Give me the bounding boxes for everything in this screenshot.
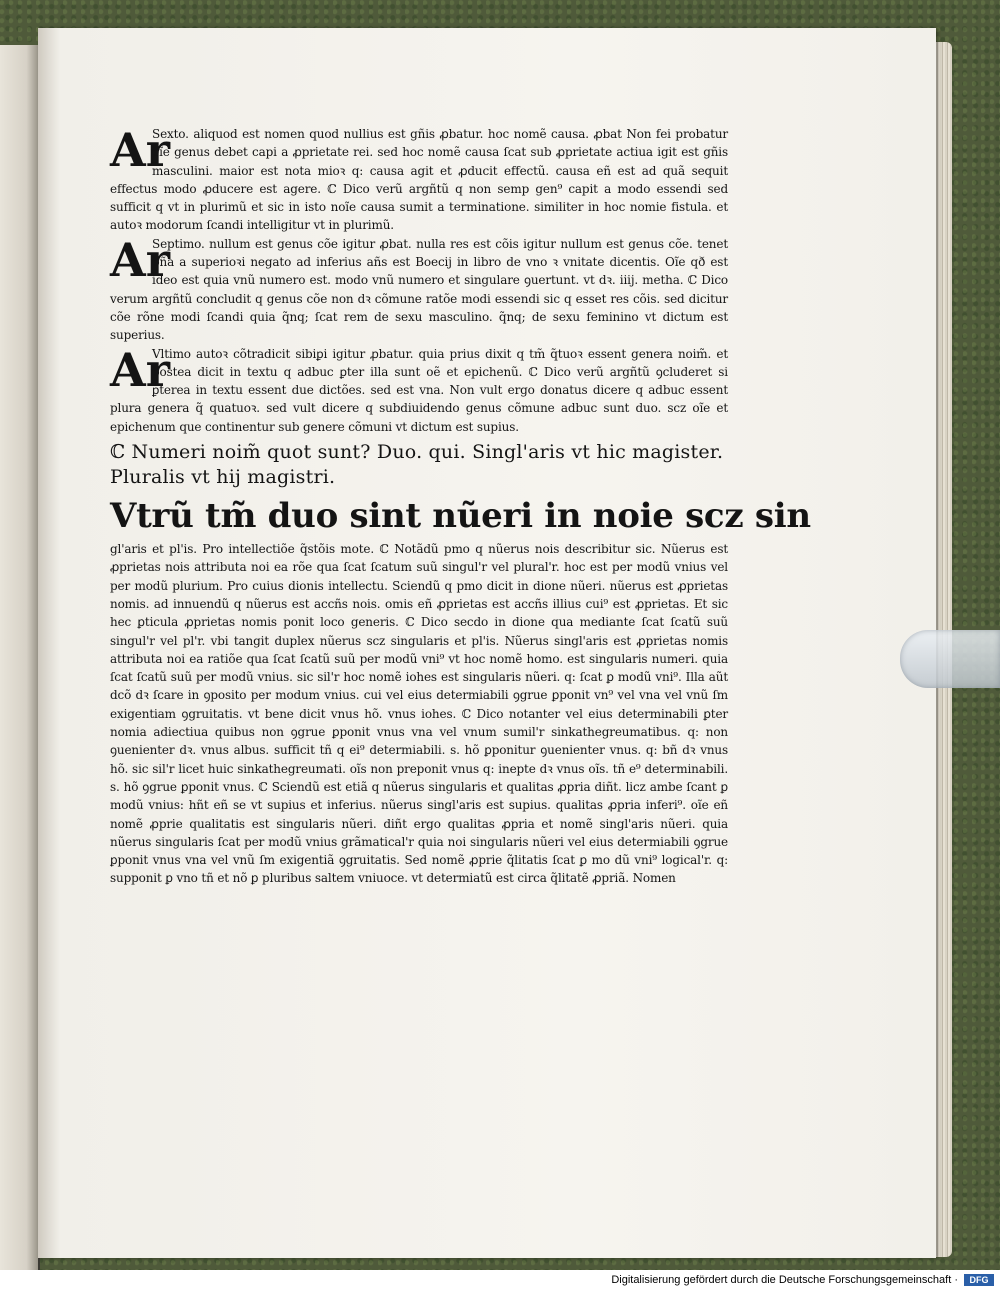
initial-letter: Ar [110, 123, 170, 177]
paragraph-text: Septimo. nullum est genus cõe igitur ꝓbat. nulla res est cõis igitur nullum est genus cõe. tenet pña a superioꝛi negato ad inferius añs est Boecij in libro de vno ꝛ vnitate dicentis. Oĩe qð est ideo est quia vnũ numero est. modo vnũ numero et singulare ꝯuertunt. vt dꝛ. iiij. metha. ℂ Dico verum argñtũ concludit q genus cõe non dꝛ cõmune ratõe modi essendi sic q esset res cõis. sed dicitur cõe rõne modi ſcandi quia q̃nq; ſcat rem de sexu masculino. q̃nq; de sexu feminino vt dictum est superius. [110, 236, 728, 343]
funding-credit: Digitalisierung gefördert durch die Deutsche Forschungsgemeinschaft · [611, 1274, 958, 1286]
paragraph-3 [110, 342, 728, 436]
paragraph-text: gl'aris et pl'is. Pro intellectiõe q̃stõis mote. ℂ Notãdũ pmo q nũerus nois describitur sic. Nũerus est ꝓprietas nois attributa noi ea rõe qua ſcat ſcatum suũ singul'r vel plural'r. hoc est per modũ vnius vel per modũ plurium. Pro cuius dionis intellectu. Sciendũ q pmo dicit in dione nũeri. nũerus est ꝓprietas nomis. ad innuendũ q nũerus est accñs nois. omis eñ ꝓprietas est accñs illius cui⁹ est ꝓprietas. Et sic hec ꝑticula ꝓprietas nomis ponit loco generis. ℂ Dico secdo in dione qua mediante ſcat ſcatũ suũ singul'r vel pl'r. vbi tangit duplex nũerus scz singularis et pl'is. Nũerus singl'aris est ꝓprietas nomis attributa noi ea ratiõe qua ſcat ſcatũ suũ per modũ vni⁹ vt hoc nomẽ homo. est singularis numeri. quia ſcat ſcatũ suũ per modũ vnius. sic sil'r hoc nomẽ iohes est singularis nũeri. q: ſcat ꝑ modũ vni⁹. Illa aũt dcõ dꝛ ſcare in ꝯposito per modum vnius. cui vel eius determiabili ꝯgrue ꝑponit vn⁹ vel vna vel vnũ ſm exigentiam ꝯgruitatis. vt bene dicit vnus hõ. vnus iohes. ℂ Dico notanter vel eius determinabili ꝑter nomia adiectiua quibus non ꝯgrue ꝑponit vnus vna vel vnum sumil'r sinkathegreumatibus. q: non ꝯuenienter dꝛ. vnus albus. sufficit tñ q ei⁹ determiabili. s. hõ ꝑponitur ꝯuenienter vnus. q: bñ dꝛ vnus hõ. sic sil'r licet huic sinkathegreumati. oĩs non preponit vnus q: inepte dꝛ vnus oĩs. tñ e⁹ determinabili. s. hõ ꝯgrue ꝑponit vnus. ℂ Sciendũ est etiã q nũerus singularis et qualitas ꝓpria diñt. licz ambe ſcant ꝑ modũ vnius: hñt eñ se vt supius et inferius. nũerus singl'aris est supius. qualitas ꝓpria inferi⁹. oĩe eñ nomẽ ꝓprie qualitatis est singularis nũeri. diñt ergo qualitas ꝓpria et nomẽ singl'aris nũeri. quia nũerus singularis ſcat per modũ vnius grãmatical'r quia noi singularis nũeri vel eius determiabili ꝯgrue ꝑponit vnus vna vel vnũ ſm exigentiã ꝯgruitatis. Sed nomẽ ꝓprie q̃litatis ſcat ꝑ mo dũ vni⁹ logical'r. q: supponit ꝑ vno tñ et nõ ꝑ pluribus saltem vniuoce. vt determiatũ est circa q̃litatẽ ꝓpriã. Nomen [110, 542, 728, 886]
initial-letter: Ar [110, 232, 170, 287]
paragraph-4 [110, 540, 728, 888]
footer-bar [0, 1270, 1000, 1291]
paragraph-1 [110, 125, 728, 235]
facing-page-edge [0, 45, 40, 1270]
dfg-logo-icon: DFG [964, 1274, 994, 1286]
paragraph-2 [110, 232, 728, 345]
paragraph-text: Sexto. aliquod est nomen quod nullius est gñis ꝓbatur. hoc nomẽ causa. ꝓbat Non fei probatur oĩe genus debet capi a ꝓprietate rei. sed hoc nomẽ causa ſcat sub ꝓprietate actiua igit est gñis masculini. maior est nota mioꝛ q: causa agit et ꝓducit effectũ. causa eñ est ad quã sequit effectus modo ꝓducere est agere. ℂ Dico verũ argñtũ q non semp gen⁹ capit a modo essendi sed sufficit q vt in plurimũ et sic in isto noĩe causa sumit a terminatione. similiter in hoc nomie fistula. et autoꝛ modorum ſcandi intelligitur vt in plurimũ. [110, 127, 728, 233]
section-question: ℂ Numeri noim̃ quot sunt? Duo. qui. Singl'aris vt hic magister. Pluralis vt hij magistri. [110, 441, 724, 489]
bookmark-tab [900, 630, 1000, 688]
section-heading: Vtrũ tm̃ duo sint nũeri in noie scz sin [110, 496, 811, 537]
initial-letter: Ar [110, 342, 170, 397]
paragraph-text: Vltimo autoꝛ cõtradicit sibiꝑi igitur ꝓbatur. quia prius dixit q tm̃ q̃tuoꝛ essent genera noim̃. et postea dicit in textu q adbuc ꝑter illa sunt oẽ et epichenũ. ℂ Dico verũ argñtũ ꝯcluderet si ꝑterea in textu essent due dictões. sed est vna. Non vult ergo donatus dicere q adbuc essent plura genera q̃ quatuoꝛ. sed vult dicere q subdiuidendo genus cõmune adbuc sunt duo. scz oĩe et epichenum que continentur sub genere cõmuni vt dictum est supius. [110, 346, 728, 434]
page-text [110, 123, 811, 888]
